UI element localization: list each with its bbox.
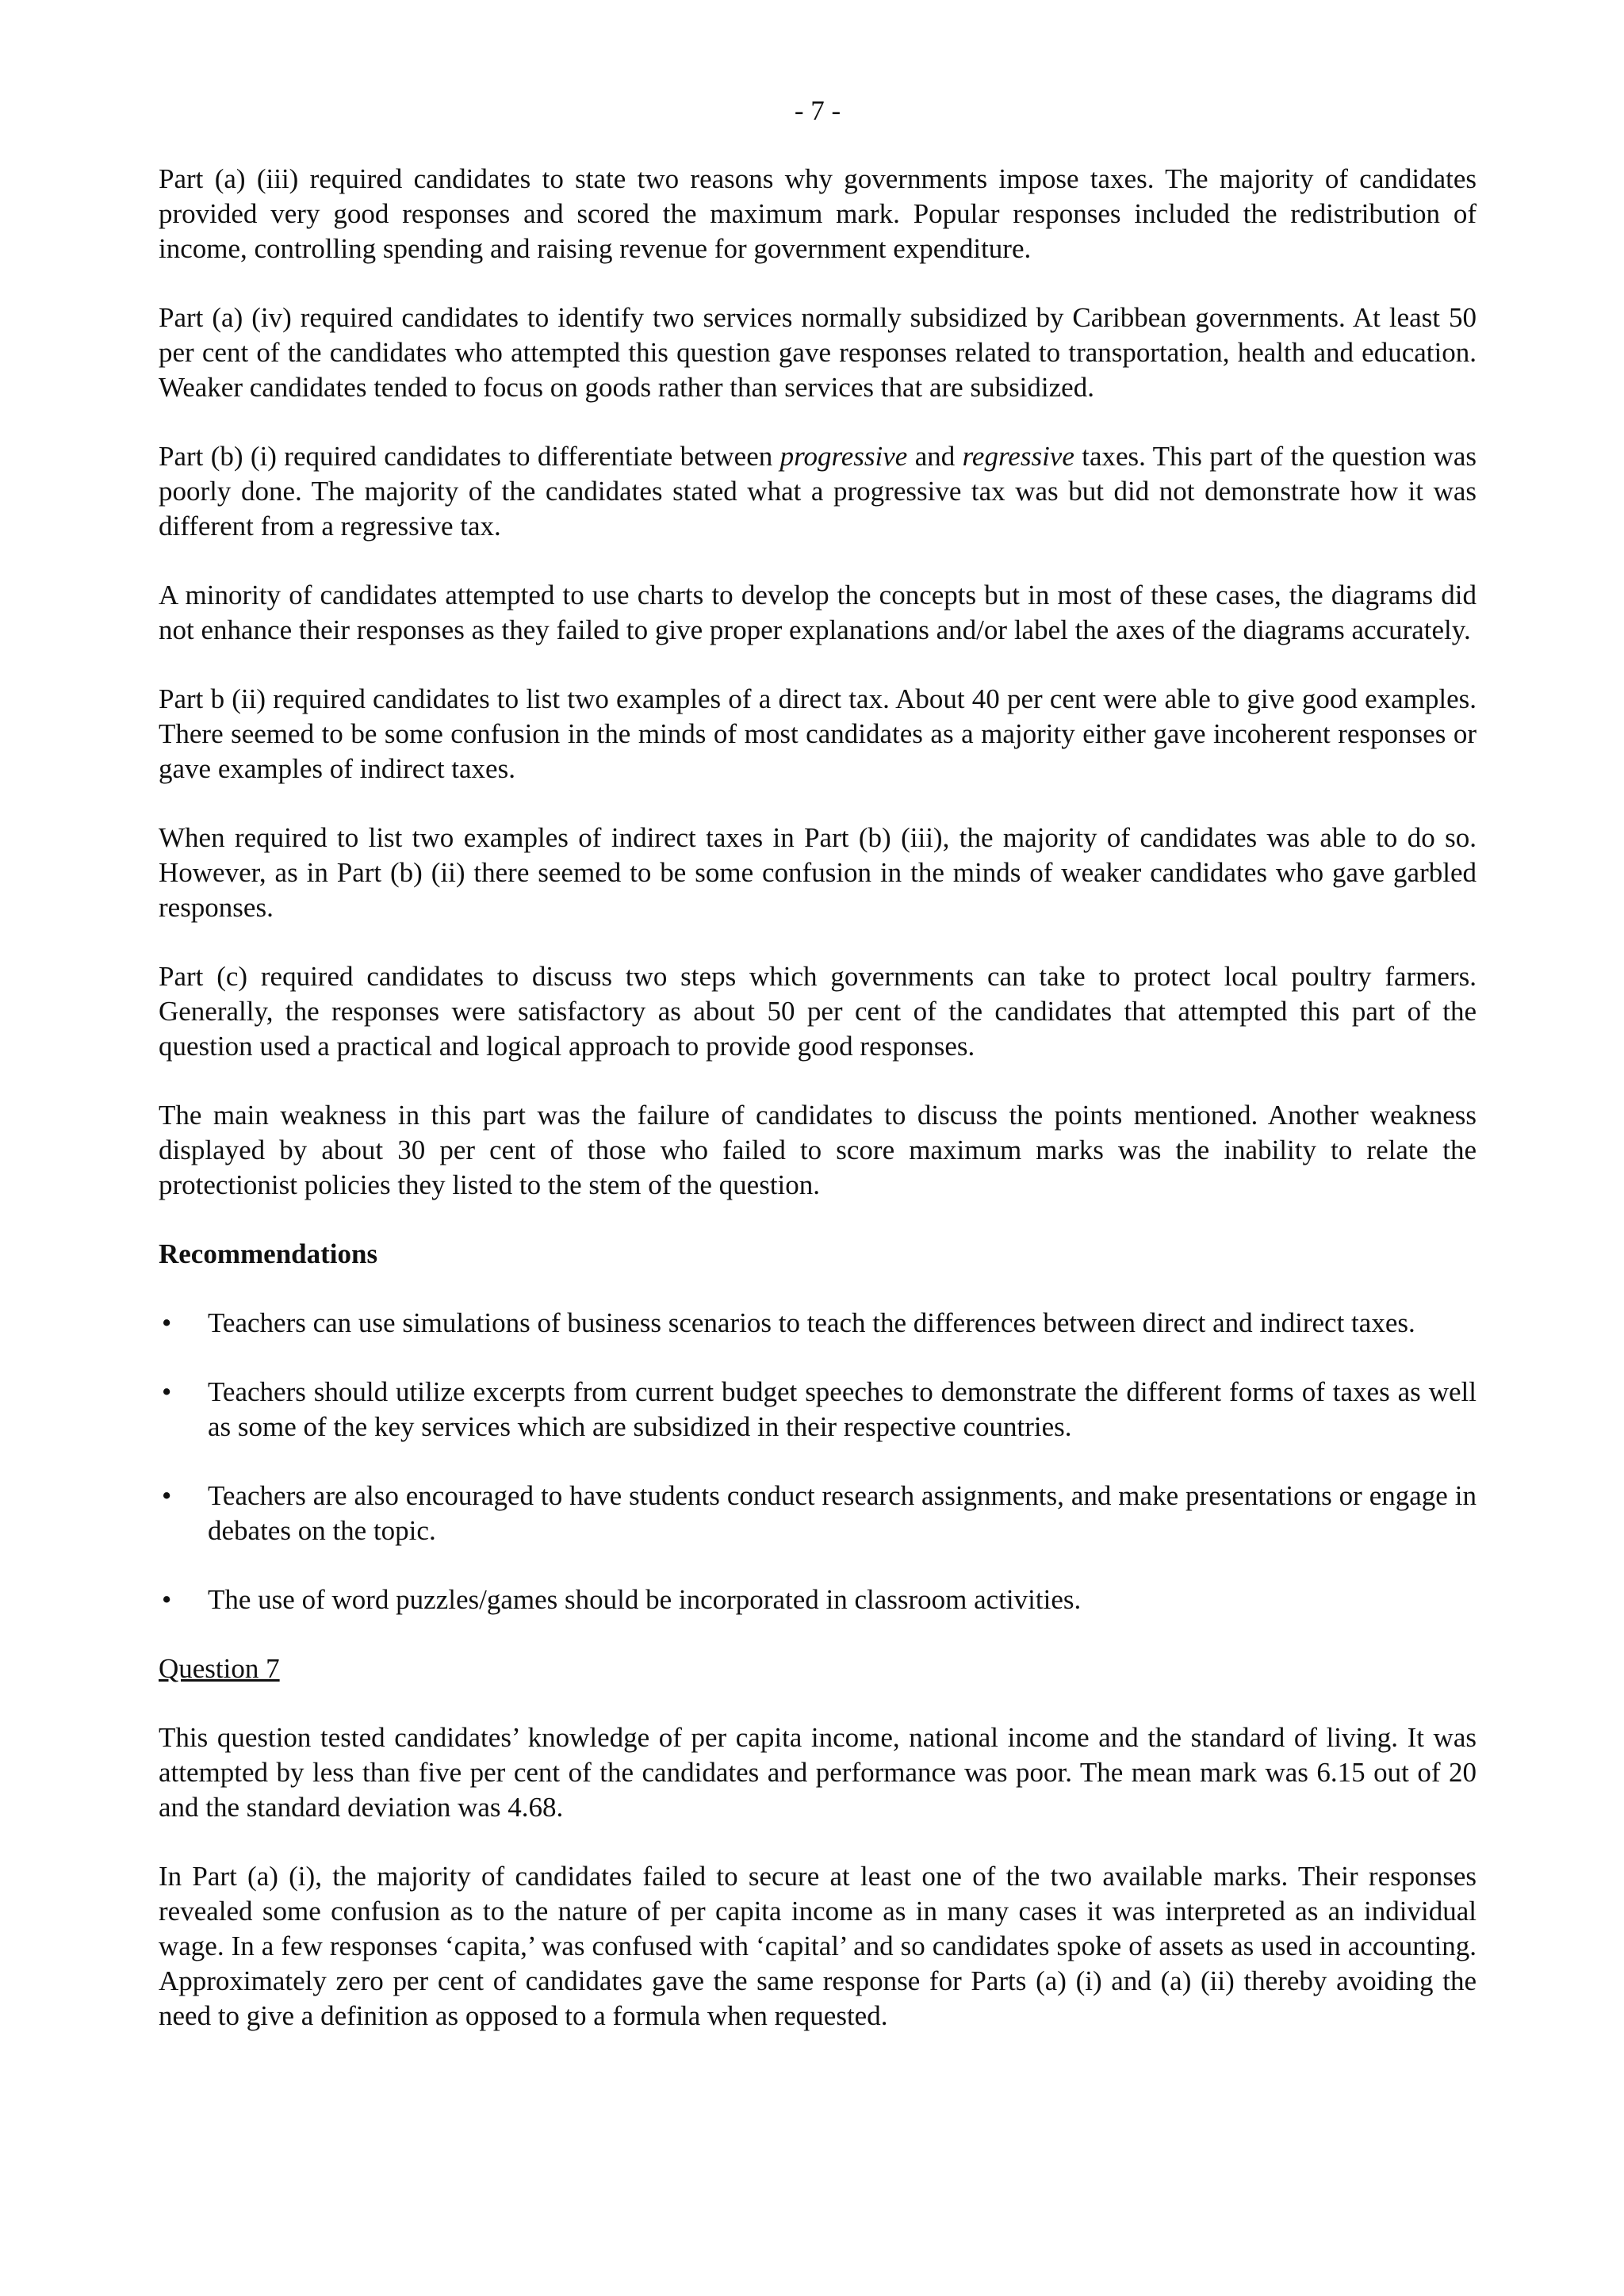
part-b-i-text-start: Part (b) (i) required candidates to differentiate between <box>159 441 780 472</box>
bullet-icon: • <box>162 1376 172 1407</box>
page-number: - 7 - <box>794 95 841 126</box>
bullet-icon: • <box>162 1480 172 1511</box>
recommendations-heading: Recommendations <box>159 1238 378 1269</box>
recommendation-item <box>159 1582 1477 1617</box>
paragraph-question-7-intro: This question tested candidates’ knowledge of per capita income, national income and the standard of living. It was attempted by less than five per cent of the candidates and performance was poor. The mean mark was 6.15 out of 20 and the standard deviation was 4.68. <box>159 1722 1477 1823</box>
question-7-heading: Question 7 <box>159 1653 280 1684</box>
recommendation-text: Teachers should utilize excerpts from current budget speeches to demonstrate the different forms of taxes as well as some of the key services which are subsidized in their respective countries. <box>208 1376 1477 1442</box>
paragraph-part-b-i <box>159 439 1477 544</box>
recommendation-item <box>159 1306 1477 1341</box>
recommendation-text: Teachers can use simulations of business scenarios to teach the differences between direct and indirect taxes. <box>208 1307 1415 1338</box>
paragraph-part-a-iii: Part (a) (iii) required candidates to state two reasons why governments impose taxes. The majority of candidates provided very good responses and scored the maximum mark. Popular responses included the redistribution of income, controlling spending and raising revenue for government expenditure. <box>159 163 1477 264</box>
document-page <box>159 94 1477 2068</box>
paragraph-main-weakness: The main weakness in this part was the failure of candidates to discuss the points mentioned. Another weakness displayed by about 30 per cent of those who failed to score maximum marks was the inability to relate the protectionist policies they listed to the stem of the question. <box>159 1100 1477 1200</box>
paragraph-part-b-ii: Part b (ii) required candidates to list two examples of a direct tax. About 40 per cent were able to give good examples. There seemed to be some confusion in the minds of most candidates as a majority either gave incoherent responses or gave examples of indirect taxes. <box>159 683 1477 784</box>
term-progressive: progressive <box>779 441 908 472</box>
paragraph-part-c: Part (c) required candidates to discuss two steps which governments can take to protect local poultry farmers. Generally, the responses were satisfactory as about 50 per cent of the candidates that attempted this part of the question used a practical and logical approach to provide good responses. <box>159 961 1477 1062</box>
paragraph-question-7-part-a-i: In Part (a) (i), the majority of candidates failed to secure at least one of the two available marks. Their responses revealed some confusion as to the nature of per capita income as in many cases it was interpreted as an individual wage. In a few responses ‘capita,’ was confused with ‘capital’ and so candidates spoke of assets as used in accounting. Approximately zero per cent of candidates gave the same response for Parts (a) (i) and (a) (ii) thereby avoiding the need to give a definition as opposed to a formula when requested. <box>159 1861 1477 2031</box>
bullet-icon: • <box>162 1584 172 1615</box>
recommendation-text: Teachers are also encouraged to have students conduct research assignments, and make presentations or engage in debates on the topic. <box>208 1480 1477 1546</box>
paragraph-charts: A minority of candidates attempted to use charts to develop the concepts but in most of these cases, the diagrams did not enhance their responses as they failed to give proper explanations and/or label the axes of the diagrams accurately. <box>159 580 1477 645</box>
paragraph-part-b-iii: When required to list two examples of indirect taxes in Part (b) (iii), the majority of candidates was able to do so. However, as in Part (b) (ii) there seemed to be some confusion in the minds of weaker candidates who gave garbled responses. <box>159 822 1477 923</box>
recommendations-list <box>159 1306 1477 1617</box>
part-b-i-text-end: taxes. This part of the question was poorly done. The majority of the candidates stated what a progressive tax was but did not demonstrate how it was different from a regressive tax. <box>159 441 1477 541</box>
part-b-i-text-middle: and <box>907 441 963 472</box>
recommendation-text: The use of word puzzles/games should be incorporated in classroom activities. <box>208 1584 1082 1615</box>
recommendation-item <box>159 1375 1477 1445</box>
recommendation-item <box>159 1479 1477 1548</box>
bullet-icon: • <box>162 1307 172 1338</box>
paragraph-part-a-iv: Part (a) (iv) required candidates to identify two services normally subsidized by Caribbean governments. At least 50 per cent of the candidates who attempted this question gave responses related to transportation, health and education. Weaker candidates tended to focus on goods rather than services that are subsidized. <box>159 302 1477 403</box>
term-regressive: regressive <box>962 441 1074 472</box>
